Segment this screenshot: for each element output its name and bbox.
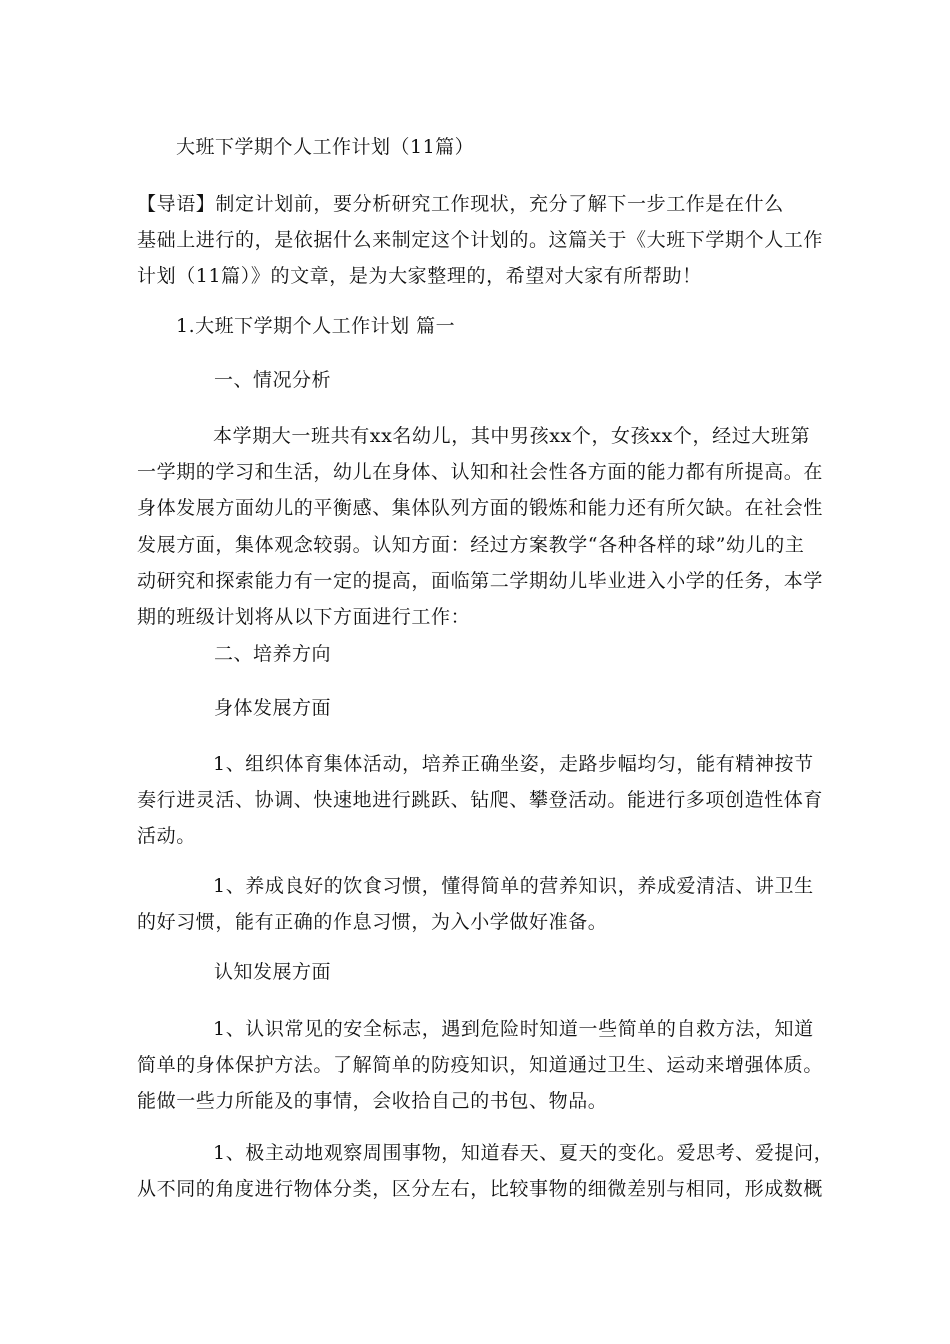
cognitive-item-2-line: 1、极主动地观察周围事物，知道春天、夏天的变化。爱思考、爱提问， <box>213 1142 834 1164</box>
analysis-line: 一学期的学习和生活，幼儿在身体、认知和社会性各方面的能力都有所提高。在 <box>137 461 824 484</box>
intro-paragraph <box>137 186 824 295</box>
physical-item-1-line: 奏行进灵活、协调、快速地进行跳跃、钻爬、攀登活动。能进行多项创造性体育 <box>137 789 824 812</box>
heading-training-direction: 二、培养方向 <box>214 643 332 665</box>
analysis-line: 发展方面，集体观念较弱。认知方面：经过方案教学“各种各样的球”幼儿的主 <box>137 533 805 556</box>
cognitive-item-1-line: 1、认识常见的安全标志，遇到危险时知道一些简单的自救方法，知道 <box>213 1018 814 1040</box>
analysis-line: 动研究和探索能力有一定的提高，面临第二学期幼儿毕业进入小学的任务，本学 <box>137 569 824 592</box>
cognitive-item-1-line: 能做一些力所能及的事情，会收拾自己的书包、物品。 <box>137 1090 608 1113</box>
intro-line: 【导语】制定计划前，要分析研究工作现状，充分了解下一步工作是在什么 <box>137 193 784 215</box>
physical-item-1-line: 1、组织体育集体活动，培养正确坐姿，走路步幅均匀，能有精神按节 <box>213 753 814 775</box>
analysis-line: 期的班级计划将从以下方面进行工作： <box>137 606 471 629</box>
intro-line: 基础上进行的，是依据什么来制定这个计划的。这篇关于《大班下学期个人工作 <box>137 229 824 252</box>
physical-item-2-line: 的好习惯，能有正确的作息习惯，为入小学做好准备。 <box>137 911 608 934</box>
physical-item-1 <box>137 746 824 855</box>
analysis-paragraph <box>137 418 824 635</box>
physical-item-2-line: 1、养成良好的饮食习惯，懂得简单的营养知识，养成爱清洁、讲卫生 <box>213 875 814 897</box>
section-title: 1.大班下学期个人工作计划 篇一 <box>176 315 456 337</box>
cognitive-item-1 <box>137 1011 824 1120</box>
analysis-line: 本学期大一班共有xx名幼儿，其中男孩xx个，女孩xx个，经过大班第 <box>213 425 811 447</box>
cognitive-item-2-line: 从不同的角度进行物体分类，区分左右，比较事物的细微差别与相同，形成数概 <box>137 1178 824 1201</box>
subheading-physical-development: 身体发展方面 <box>214 697 332 719</box>
physical-item-2 <box>137 868 813 940</box>
intro-line: 计划（11篇）》的文章，是为大家整理的，希望对大家有所帮助！ <box>137 265 702 288</box>
cognitive-item-2 <box>137 1135 834 1207</box>
analysis-line: 身体发展方面幼儿的平衡感、集体队列方面的锻炼和能力还有所欠缺。在社会性 <box>137 497 824 520</box>
document-title: 大班下学期个人工作计划（11篇） <box>176 136 475 158</box>
subheading-cognitive-development: 认知发展方面 <box>214 961 332 983</box>
heading-situation-analysis: 一、情况分析 <box>214 369 332 391</box>
cognitive-item-1-line: 简单的身体保护方法。了解简单的防疫知识，知道通过卫生、运动来增强体质。 <box>137 1054 824 1077</box>
physical-item-1-line: 活动。 <box>137 825 196 848</box>
